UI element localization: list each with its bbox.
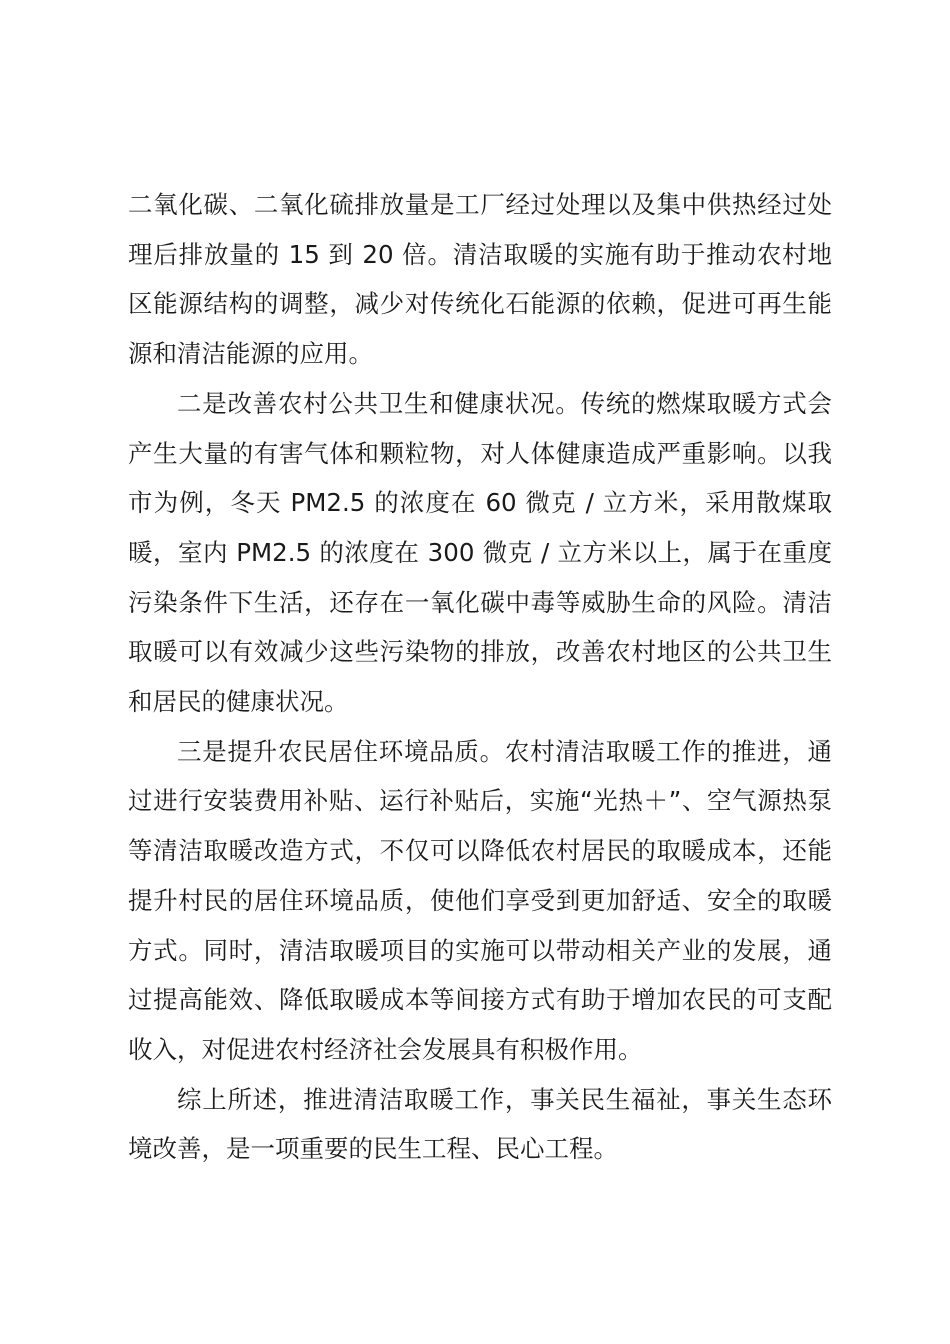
paragraph-living-environment: 三是提升农民居住环境品质。农村清洁取暖工作的推进，通过进行安装费用补贴、运行补贴后，实施“光热＋”、空气源热泵等清洁取暖改造方式，不仅可以降低农村居民的取暖成本，还能提升村民的居住环境品质，使他们享受到更加舒适、安全的取暖方式。同时，清洁取暖项目的实施可以带动相关产业的发展，通过提高能效、降低取暖成本等间接方式有助于增加农民的可支配收入，对促进农村经济社会发展具有积极作用。 [128,736,832,1064]
paragraph-continuation: 二氧化碳、二氧化硫排放量是工厂经过处理以及集中供热经过处理后排放量的 15 到 20 倍。清洁取暖的实施有助于推动农村地区能源结构的调整，减少对传统化石能源的依赖，促进可再生能源和清洁能源的应用。 [128,190,832,369]
document-body [128,180,832,1174]
paragraph-health: 二是改善农村公共卫生和健康状况。传统的燃煤取暖方式会产生大量的有害气体和颗粒物，对人体健康造成严重影响。以我市为例，冬天 PM2.5 的浓度在 60 微克 / 立方米，采用散煤取暖，室内 PM2.5 的浓度在 300 微克 / 立方米以上，属于在重度污染条件下生活，还存在一氧化碳中毒等威胁生命的风险。清洁取暖可以有效减少这些污染物的排放，改善农村地区的公共卫生和居民的健康状况。 [128,388,832,717]
paragraph-summary: 综上所述，推进清洁取暖工作，事关民生福祉，事关生态环境改善，是一项重要的民生工程、民心工程。 [128,1084,832,1164]
